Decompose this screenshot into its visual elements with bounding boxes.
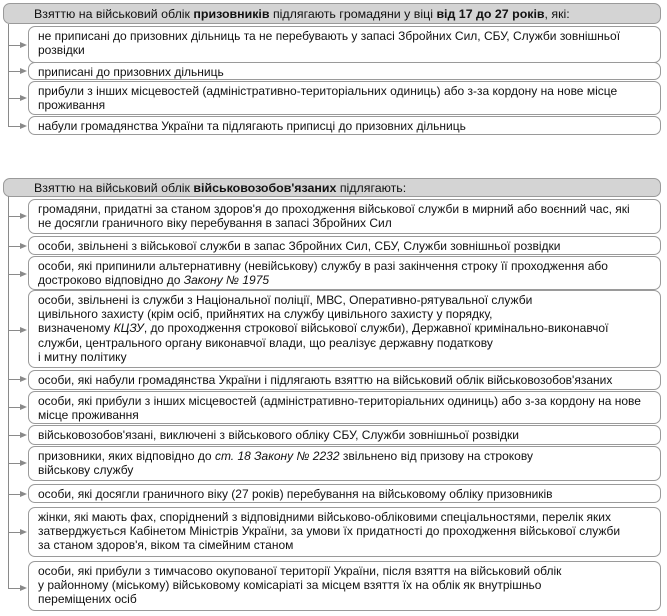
arrow-icon [20, 585, 27, 591]
text-segment: набули громадянства України та підлягають приписці до призовних дільниць [38, 119, 466, 133]
bold-text: призовників [193, 7, 270, 21]
item-reservists-4 [28, 290, 661, 368]
item-reservists-2 [28, 236, 661, 255]
arrow-icon [20, 271, 27, 277]
arrow-icon [20, 68, 27, 74]
arrow-icon [20, 123, 27, 129]
text-segment: звільнено від призову на строкову військову службу [38, 449, 533, 478]
item-reservists-7 [28, 425, 661, 445]
item-conscripts-2 [28, 62, 661, 80]
item-reservists-10 [28, 507, 661, 557]
arrow-icon [20, 95, 27, 101]
text-segment: приписані до призовних дільниць [38, 65, 224, 79]
text-segment: військовозобов'язані, виключені з військового обліку СБУ, Служби зовнішньої розвідки [38, 428, 519, 442]
text-segment: особи, які прибули з тимчасово окупованої території України, після взяття на військовий облік у районному (міському) військовому комісаріаті за місцем взяття їх на облік як внутрішньо переміщених осіб [38, 564, 562, 607]
arrow-icon [20, 42, 27, 48]
bold-text: від 17 до 27 років [436, 7, 545, 21]
text-segment: підлягають: [336, 181, 407, 195]
arrow-icon [20, 327, 27, 333]
connector-trunk-2 [8, 196, 9, 589]
arrow-icon [20, 243, 27, 249]
arrow-icon [20, 529, 27, 535]
arrow-icon [20, 376, 27, 382]
text-segment: особи, які досягли граничного віку (27 років) перебування на військовому обліку призовників [38, 487, 553, 501]
item-conscripts-1 [28, 26, 661, 63]
item-reservists-11 [28, 561, 661, 611]
text-segment: прибули з інших місцевостей (адміністративно-територіальних одиниць) або з-за кордону на нове місце проживання [38, 84, 618, 113]
law-reference-text: КЦЗУ [113, 321, 144, 336]
text-segment: особи, звільнені з військової служби в запас Збройних Сил, СБУ, Служби зовнішньої розвідки [38, 239, 561, 253]
item-reservists-1 [28, 199, 661, 234]
arrow-icon [20, 213, 27, 219]
item-reservists-6 [28, 391, 661, 424]
text-segment: підлягають громадяни у віці [269, 7, 437, 21]
text-segment: призовники, яких відповідно до [38, 449, 215, 463]
bold-text: військовозобов'язаних [193, 181, 337, 195]
item-reservists-9 [28, 484, 661, 503]
text-segment: громадяни, придатні за станом здоров'я до проходження військової служби в мирний або воєнний час, які не досягли граничного віку перебування в запасі Збройних Сил [38, 202, 630, 231]
text-segment: , які: [544, 7, 570, 21]
item-conscripts-4 [28, 116, 661, 135]
text-segment: особи, які набули громадянства України і підлягають взяттю на військовий облік військовозобов'язаних [38, 373, 613, 387]
text-segment: особи, звільнені із служби з Національної поліції, МВС, Оперативно-рятувальної служби цивільного захисту (крім осіб, прийнятих на службу цивільного захисту у порядку, визначеному [38, 293, 533, 336]
text-segment: не приписані до призовних дільниць та не перебувають у запасі Збройних Сил, СБУ, Служби зовнішньої розвідки [38, 29, 621, 58]
connector-trunk-1 [8, 24, 9, 126]
arrow-icon [20, 404, 27, 410]
item-reservists-8 [28, 446, 661, 481]
text-segment: , до проходження строкової військової служби), Державної кримінально-виконавчої служби, центрального органу виконавчої влади, що реалізує державну податкову і митну політику [38, 321, 609, 364]
arrow-icon [20, 491, 27, 497]
arrow-icon [20, 460, 27, 466]
text-segment: особи, які прибули з інших місцевостей (адміністративно-територіальних одиниць) або з-за кордону на нове місце проживання [38, 394, 641, 423]
law-reference-text: ст. 18 Закону № 2232 [214, 449, 340, 463]
header-conscripts [3, 3, 661, 24]
text-segment: Взяттю на військовий облік [34, 181, 194, 195]
text-segment: жінки, які мають фах, споріднений з відповідними військово-обліковими спеціальностями, перелік яких затверджується Кабінетом Міністрів України, за умови їх придатності до проходження військової служби за станом здоров'я, віком та сімейним станом [38, 510, 621, 553]
text-segment: особи, які припинили альтернативну (невійськову) службу в разі закінчення строку її проходження або достроково відповідно до [38, 259, 608, 288]
item-reservists-5 [28, 370, 661, 390]
header-reservists [3, 178, 661, 197]
text-segment: Взяттю на військовий облік [34, 7, 194, 21]
item-conscripts-3 [28, 81, 661, 115]
arrow-icon [20, 432, 27, 438]
law-reference-text: Закону № 1975 [183, 273, 270, 288]
item-reservists-3 [28, 256, 661, 290]
